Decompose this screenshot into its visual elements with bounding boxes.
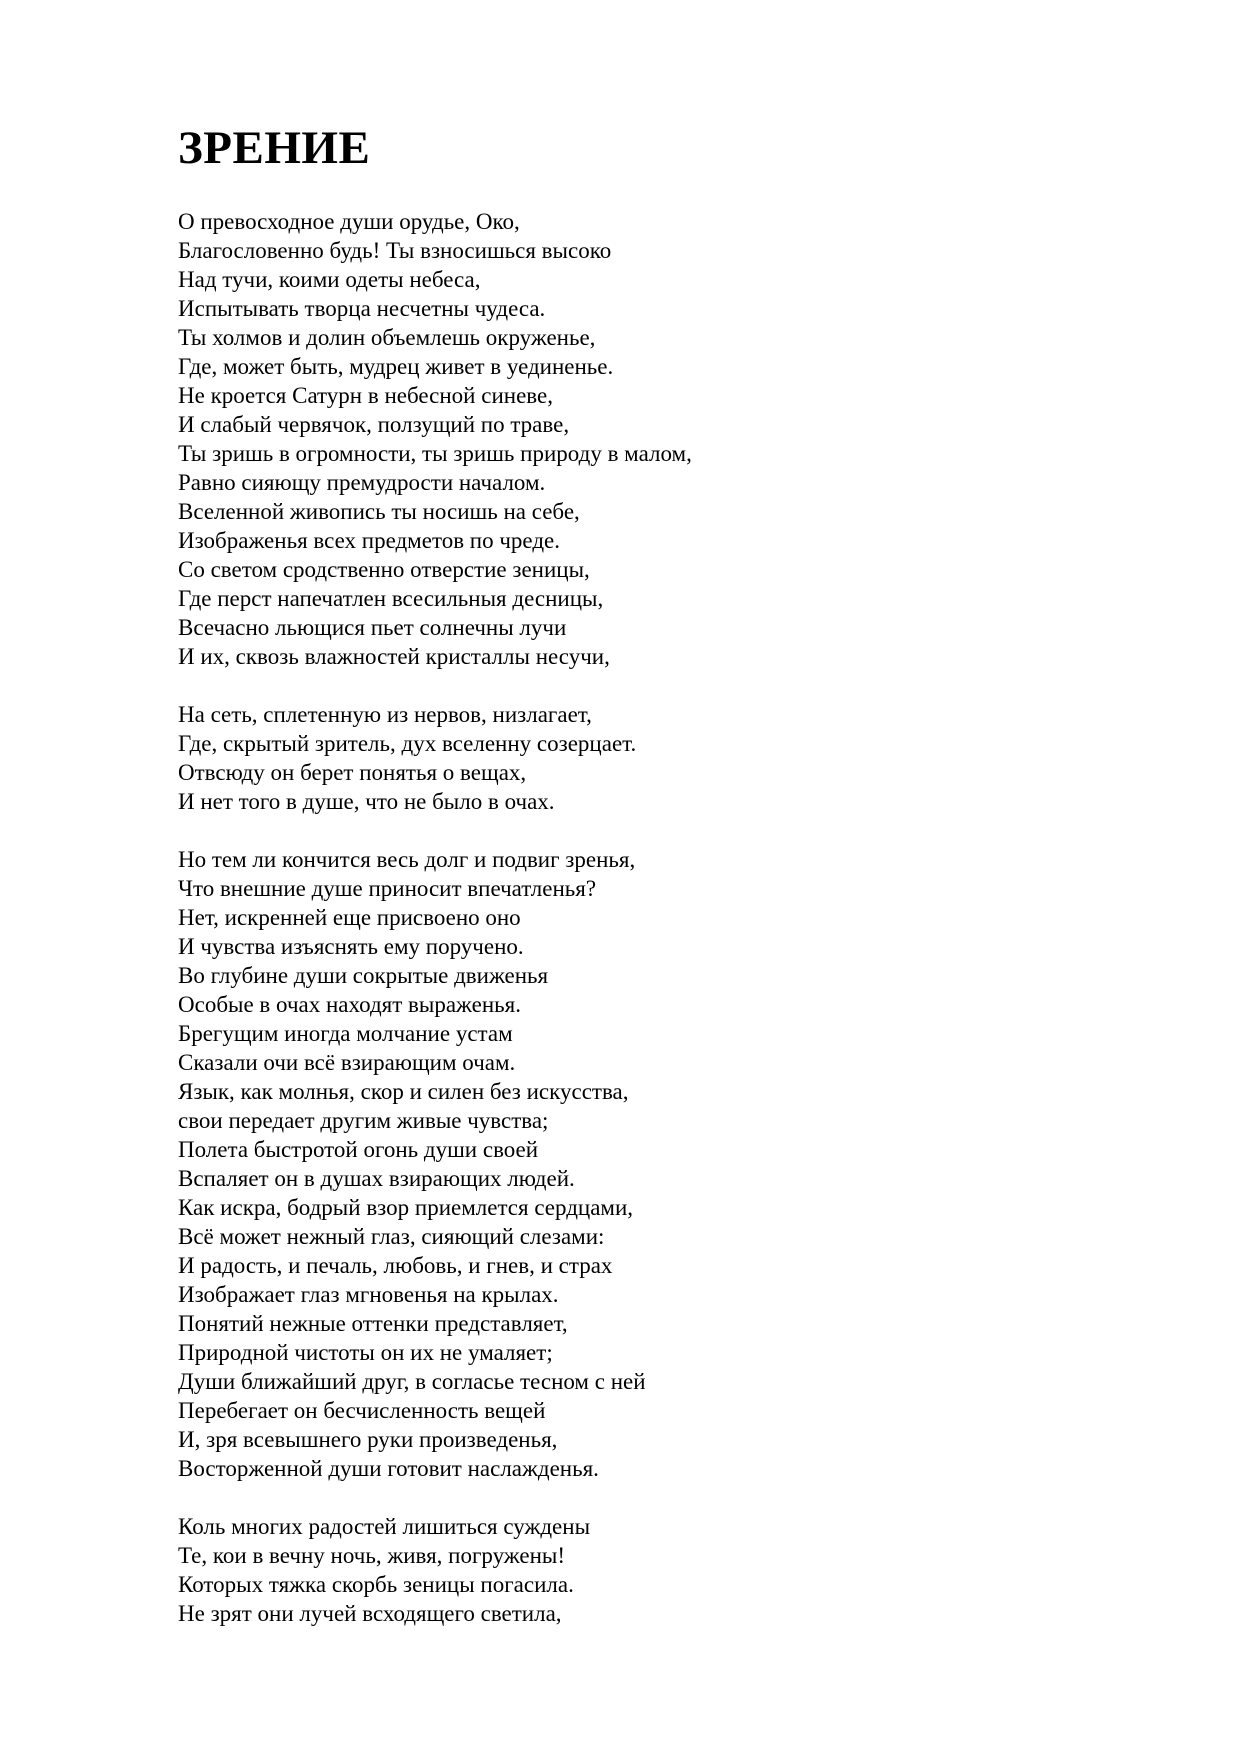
poem-line: Над тучи, коими одеты небеса,	[178, 267, 481, 292]
poem-line: Изображает глаз мгновенья на крылах.	[178, 1282, 559, 1307]
poem-line: Коль многих радостей лишиться суждены	[178, 1514, 591, 1539]
poem-line: И слабый червячок, ползущий по траве,	[178, 412, 570, 437]
poem-stanza	[178, 207, 692, 671]
poem-line: Не зрят они лучей всходящего светила,	[178, 1601, 562, 1626]
poem-line: Что внешние душе приносит впечатленья?	[178, 876, 597, 901]
poem-line: Ты холмов и долин объемлешь окруженье,	[178, 325, 596, 350]
poem-line: Нет, искренней еще присвоено оно	[178, 905, 521, 930]
poem-line: Природной чистоты он их не умаляет;	[178, 1340, 553, 1365]
poem-line: Как искра, бодрый взор приемлется сердцами,	[178, 1195, 634, 1220]
poem-stanza	[178, 700, 692, 816]
poem-line: Изображенья всех предметов по чреде.	[178, 528, 560, 553]
poem-line: Сказали очи всё взирающим очам.	[178, 1050, 516, 1075]
poem-line: Отвсюду он берет понятья о вещах,	[178, 760, 527, 785]
poem-line: Где перст напечатлен всесильныя десницы,	[178, 586, 604, 611]
poem-body	[178, 207, 692, 1657]
poem-line: На сеть, сплетенную из нервов, низлагает,	[178, 702, 592, 727]
poem-title: ЗРЕНИЕ	[178, 122, 371, 174]
poem-line: Брегущим иногда молчание устам	[178, 1021, 513, 1046]
poem-line: И их, сквозь влажностей кристаллы несучи,	[178, 644, 610, 669]
poem-line: Полета быстротой огонь души своей	[178, 1137, 539, 1162]
poem-line: Язык, как молнья, скор и силен без искусства,	[178, 1079, 629, 1104]
poem-line: Всё может нежный глаз, сияющий слезами:	[178, 1224, 605, 1249]
poem-line: Вселенной живопись ты носишь на себе,	[178, 499, 580, 524]
poem-line: Души ближайший друг, в согласье тесном с ней	[178, 1369, 646, 1394]
poem-line: Ты зришь в огромности, ты зришь природу в малом,	[178, 441, 692, 466]
poem-line: Перебегает он бесчисленность вещей	[178, 1398, 546, 1423]
poem-line: И радость, и печаль, любовь, и гнев, и страх	[178, 1253, 613, 1278]
poem-line: Не кроется Сатурн в небесной синеве,	[178, 383, 553, 408]
poem-stanza	[178, 845, 692, 1483]
poem-line: Особые в очах находят выраженья.	[178, 992, 521, 1017]
poem-line: Всечасно льющися пьет солнечны лучи	[178, 615, 567, 640]
poem-line: Понятий нежные оттенки представляет,	[178, 1311, 568, 1336]
poem-line: Но тем ли кончится весь долг и подвиг зренья,	[178, 847, 636, 872]
poem-line: И, зря всевышнего руки произведенья,	[178, 1427, 558, 1452]
poem-line: Вспаляет он в душах взирающих людей.	[178, 1166, 575, 1191]
poem-line: Благословенно будь! Ты взносишься высоко	[178, 238, 612, 263]
poem-line: Во глубине души сокрытые движенья	[178, 963, 549, 988]
poem-line: Где, может быть, мудрец живет в уединенье.	[178, 354, 614, 379]
poem-line: Восторженной души готовит наслажденья.	[178, 1456, 599, 1481]
poem-line: И чувства изъяснять ему поручено.	[178, 934, 524, 959]
poem-line: И нет того в душе, что не было в очах.	[178, 789, 555, 814]
poem-line: Которых тяжка скорбь зеницы погасила.	[178, 1572, 574, 1597]
poem-stanza	[178, 1512, 692, 1628]
poem-line: Со светом сродственно отверстие зеницы,	[178, 557, 590, 582]
poem-line: Равно сияющу премудрости началом.	[178, 470, 546, 495]
poem-line: Те, кои в вечну ночь, живя, погружены!	[178, 1543, 566, 1568]
poem-line: свои передает другим живые чувства;	[178, 1108, 549, 1133]
poem-line: Где, скрытый зритель, дух вселенну созерцает.	[178, 731, 637, 756]
poem-line: О превосходное души орудье, Око,	[178, 209, 520, 234]
poem-line: Испытывать творца несчетны чудеса.	[178, 296, 546, 321]
